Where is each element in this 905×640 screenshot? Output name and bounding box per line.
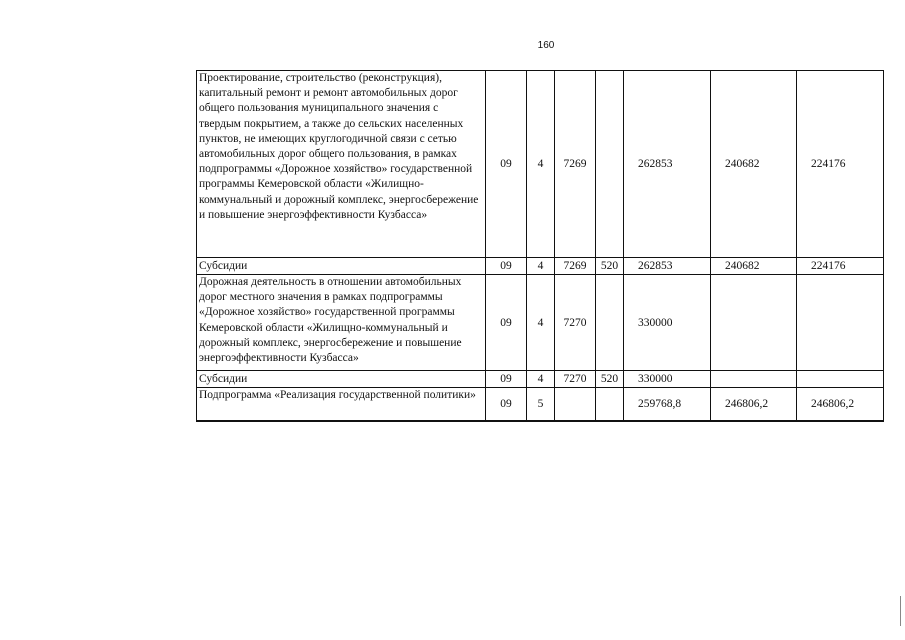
amount-year-1: 262853 [624,71,711,258]
table-row [197,258,884,275]
scan-edge-mark [900,596,901,626]
table-row [197,371,884,388]
target-code [555,388,596,422]
amount-year-3: 224176 [797,258,884,275]
expense-type-code: 520 [596,371,624,388]
section-code: 09 [486,71,527,258]
row-name: Проектирование, строительство (реконструкция), капитальный ремонт и ремонт автомобильных дорог общего пользования муниципального значения с твердым покрытием, а также до сельских населенных пунктов, не имеющих круглогодичной связи с сетью автомобильных дорог общего пользования, в рамках подпрограммы «Дорожное хозяйство» государственной программы Кемеровской области «Жилищно-коммунальный и дорожный комплекс, энергосбережение и повышение энергоэффективности Кузбасса» [197,71,486,258]
amount-year-3: 224176 [797,71,884,258]
row-name: Субсидии [197,371,486,388]
amount-year-1: 330000 [624,371,711,388]
expense-type-code [596,275,624,371]
amount-year-3 [797,275,884,371]
expense-type-code [596,71,624,258]
row-name: Дорожная деятельность в отношении автомобильных дорог местного значения в рамках подпрограммы «Дорожное хозяйство» государственной программы Кемеровской области «Жилищно-коммунальный и дорожный комплекс, энергосбережение и повышение энергоэффективности Кузбасса» [197,275,486,371]
subsection-code: 4 [527,371,555,388]
subsection-code: 5 [527,388,555,422]
amount-year-2: 240682 [711,258,797,275]
amount-year-1: 330000 [624,275,711,371]
amount-year-1: 259768,8 [624,388,711,422]
target-code: 7269 [555,258,596,275]
amount-year-2: 240682 [711,71,797,258]
budget-table [196,70,884,422]
section-code: 09 [486,388,527,422]
section-code: 09 [486,371,527,388]
subsection-code: 4 [527,71,555,258]
amount-year-2 [711,275,797,371]
row-name: Субсидии [197,258,486,275]
amount-year-1: 262853 [624,258,711,275]
table-row [197,71,884,258]
page-number: 160 [537,40,555,51]
expense-type-code: 520 [596,258,624,275]
amount-year-2 [711,371,797,388]
section-code: 09 [486,275,527,371]
row-name: Подпрограмма «Реализация государственной политики» [197,388,486,422]
subsection-code: 4 [527,258,555,275]
amount-year-2: 246806,2 [711,388,797,422]
expense-type-code [596,388,624,422]
section-code: 09 [486,258,527,275]
subsection-code: 4 [527,275,555,371]
target-code: 7270 [555,275,596,371]
table-row [197,388,884,422]
target-code: 7270 [555,371,596,388]
amount-year-3: 246806,2 [797,388,884,422]
target-code: 7269 [555,71,596,258]
table-row [197,275,884,371]
amount-year-3 [797,371,884,388]
